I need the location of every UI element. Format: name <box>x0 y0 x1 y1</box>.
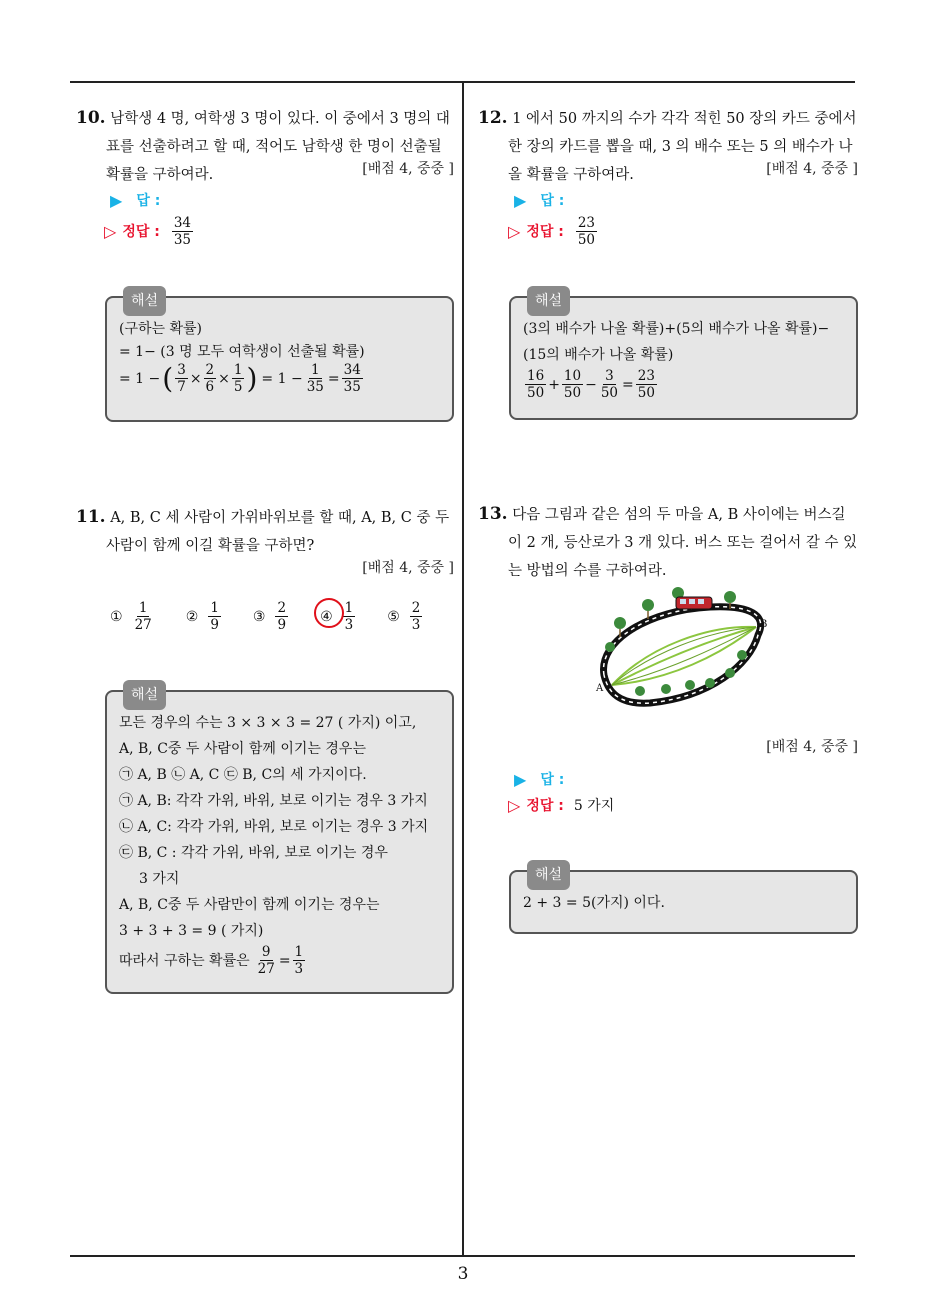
correct-fraction: $\frac{34}{35}$ <box>173 214 192 248</box>
q10-correct-line <box>104 214 195 248</box>
q11-score: [배점 4, 중중 ] <box>362 560 454 576</box>
correct-value: 5 가지 <box>573 798 615 814</box>
solution-line: (15의 배수가 나올 확률) <box>523 347 674 363</box>
play-icon: ▶ <box>514 769 527 789</box>
choice-2[interactable]: ② $\frac{1}{9}$ <box>185 600 219 633</box>
question-text: A, B, C 세 사람이 가위바위보를 할 때, A, B, C 중 두 사람이 함께 이길 확률을 구하면? <box>106 510 450 554</box>
q10-answer-line[interactable] <box>104 187 160 213</box>
solution-final: 따라서 구하는 확률은 $\frac{9}{27}$ = $\frac{1}{3}$ <box>119 944 304 977</box>
village-b-label: B <box>760 619 768 630</box>
answer-mark-circle <box>314 598 344 628</box>
triangle-outline-icon: ▷ <box>508 795 521 815</box>
q10-solution-box <box>105 293 454 422</box>
solution-tag: 해설 <box>123 286 166 316</box>
solution-line: ㉠ A, B: 각각 가위, 바위, 보로 이기는 경우 3 가지 <box>119 793 428 809</box>
correct-label: 정답 : <box>526 798 564 814</box>
play-icon: ▶ <box>110 190 123 210</box>
column-divider <box>462 82 464 1257</box>
q13-solution-box <box>509 867 858 934</box>
solution-line: 모든 경우의 수는 3 × 3 × 3 = 27 ( 가지) 이고, <box>119 715 417 731</box>
q12-score: [배점 4, 중중 ] <box>766 161 858 177</box>
solution-tag: 해설 <box>123 680 166 710</box>
question-number: 12. <box>478 108 508 128</box>
q12-answer-line[interactable] <box>508 187 564 213</box>
solution-tag: 해설 <box>527 860 570 890</box>
question-text: 1 에서 50 까지의 수가 각각 적힌 50 장의 카드 중에서 한 장의 카드를 뽑을 때, 3 의 배수 또는 5 의 배수가 나올 확률을 구하여라. <box>508 111 857 183</box>
choice-5[interactable]: ⑤ $\frac{2}{3}$ <box>387 600 421 633</box>
q12-solution-box <box>509 293 858 420</box>
question-number: 10. <box>76 108 106 128</box>
solution-line: ㉡ A, C: 각각 가위, 바위, 보로 이기는 경우 3 가지 <box>119 819 429 835</box>
q11-choices <box>110 600 454 633</box>
choice-1[interactable]: ① $\frac{1}{27}$ <box>110 600 152 633</box>
answer-label: 답 : <box>540 772 565 788</box>
solution-line: 3 가지 <box>139 871 180 887</box>
q12-correct-line <box>508 214 599 248</box>
q13-score: [배점 4, 중중 ] <box>766 739 858 755</box>
answer-label: 답 : <box>540 193 565 209</box>
q13-answer-line[interactable] <box>508 766 564 792</box>
choice-4-marked[interactable]: ④ $\frac{1}{3}$ <box>320 600 357 633</box>
page-number: 3 <box>457 1264 469 1284</box>
solution-line: A, B, C중 두 사람이 함께 이기는 경우는 <box>119 741 366 757</box>
solution-line: ㉠ A, B ㉡ A, C ㉢ B, C의 세 가지이다. <box>119 767 367 783</box>
question-number: 11. <box>76 507 106 527</box>
solution-line: (구하는 확률) <box>119 321 202 337</box>
q13-correct-line <box>508 792 614 818</box>
solution-tag: 해설 <box>527 286 570 316</box>
answer-label: 답 : <box>136 193 161 209</box>
question-number: 13. <box>478 504 508 524</box>
correct-fraction: $\frac{23}{50}$ <box>577 214 596 248</box>
village-a-label: A <box>596 683 604 694</box>
triangle-outline-icon: ▷ <box>508 221 521 241</box>
island-map-figure <box>590 585 780 725</box>
solution-equation: = 1 − ( $\frac{3}{7}$ × $\frac{2}{6}$ × $\frac{1}{5}$ ) = 1 − $\frac{1}{35}$ = $\frac{34}{35}$ <box>119 361 361 395</box>
question-13 <box>478 500 858 585</box>
question-11 <box>76 503 454 560</box>
question-text: 다음 그림과 같은 섬의 두 마을 A, B 사이에는 버스길이 2 개, 등산로가 3 개 있다. 버스 또는 걸어서 갈 수 있는 방법의 수를 구하여라. <box>508 507 858 579</box>
solution-line: = 1− (3 명 모두 여학생이 선출될 확률) <box>119 344 365 360</box>
choice-3[interactable]: ③ $\frac{2}{9}$ <box>252 600 287 633</box>
play-icon: ▶ <box>514 190 527 210</box>
solution-line: 3 + 3 + 3 = 9 ( 가지) <box>119 923 264 939</box>
q11-solution-box <box>105 687 454 994</box>
triangle-outline-icon: ▷ <box>104 221 117 241</box>
bottom-rule <box>70 1255 855 1257</box>
correct-label: 정답 : <box>526 224 564 240</box>
solution-line: 2 + 3 = 5(가지) 이다. <box>523 895 665 911</box>
correct-label: 정답 : <box>122 224 160 240</box>
question-text: 남학생 4 명, 여학생 3 명이 있다. 이 중에서 3 명의 대표를 선출하려고 할 때, 적어도 남학생 한 명이 선출될 확률을 구하여라. <box>106 111 450 183</box>
q10-score: [배점 4, 중중 ] <box>362 161 454 177</box>
solution-equation: $\frac{16}{50}$ + $\frac{10}{50}$ − $\frac{3}{50}$ = $\frac{23}{50}$ <box>527 368 655 401</box>
solution-line: ㉢ B, C : 각각 가위, 바위, 보로 이기는 경우 <box>119 845 388 861</box>
solution-line: A, B, C중 두 사람만이 함께 이기는 경우는 <box>119 897 380 913</box>
solution-line: (3의 배수가 나올 확률)+(5의 배수가 나올 확률)− <box>523 321 830 337</box>
